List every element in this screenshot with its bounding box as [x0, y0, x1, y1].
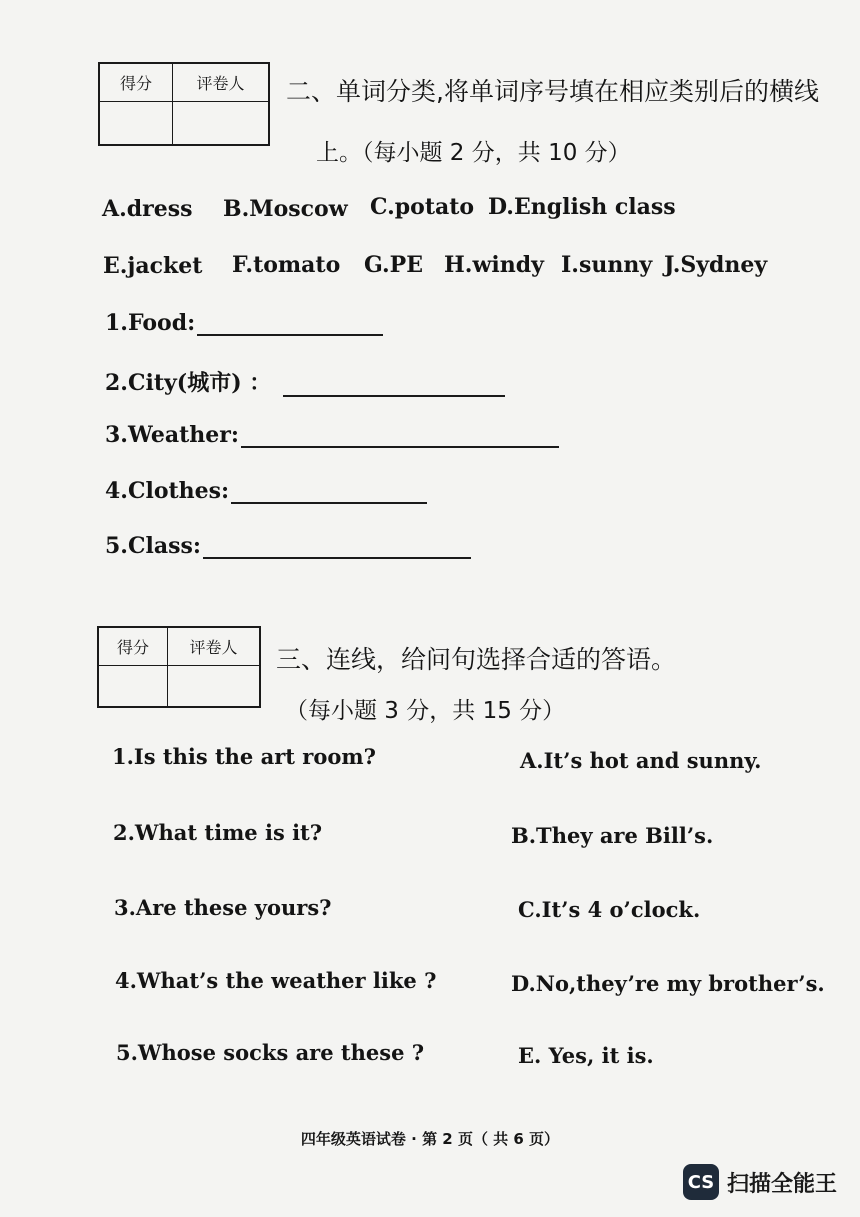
- word-e: E.jacket: [103, 253, 203, 279]
- section3-note: （每小题 3 分，共 15 分）: [285, 698, 566, 724]
- score-cell[interactable]: [98, 665, 168, 707]
- answer-line-city[interactable]: [283, 377, 505, 397]
- category-label: 5.Class:: [105, 533, 201, 559]
- score-header-grader: 评卷人: [173, 63, 270, 101]
- word-j: J.Sydney: [664, 252, 768, 278]
- section2-title: 二、单词分类,将单词序号填在相应类别后的横线: [286, 77, 819, 106]
- category-label: 1.Food:: [105, 310, 196, 336]
- category-weather: [105, 422, 559, 448]
- scanner-watermark: [683, 1164, 837, 1200]
- answer-c[interactable]: C.It’s 4 o’clock.: [518, 897, 701, 922]
- grader-cell[interactable]: [168, 665, 261, 707]
- page-footer: 四年级英语试卷 · 第 2 页（ 共 6 页）: [300, 1130, 560, 1148]
- category-label: 2.City(城市) ：: [105, 370, 272, 396]
- question-3[interactable]: 3.Are these yours?: [114, 895, 332, 920]
- word-b: B.Moscow: [223, 196, 348, 222]
- question-4[interactable]: 4.What’s the weather like ?: [115, 968, 437, 993]
- score-cell[interactable]: [99, 101, 173, 145]
- answer-b[interactable]: B.They are Bill’s.: [511, 823, 714, 848]
- watermark-text: 扫描全能王: [727, 1171, 838, 1197]
- category-clothes: [105, 478, 427, 504]
- answer-line-clothes[interactable]: [231, 484, 427, 504]
- word-h: H.windy: [444, 252, 544, 278]
- category-class: [105, 533, 471, 559]
- category-city: [105, 366, 505, 397]
- score-header-grader: 评卷人: [168, 627, 261, 665]
- question-5[interactable]: 5.Whose socks are these ?: [116, 1040, 425, 1065]
- answer-d[interactable]: D.No,they’re my brother’s.: [511, 971, 825, 996]
- score-header-score: 得分: [99, 63, 173, 101]
- word-i: I.sunny: [561, 252, 653, 278]
- question-1[interactable]: 1.Is this the art room?: [112, 744, 376, 769]
- word-g: G.PE: [364, 252, 423, 278]
- score-header-score: 得分: [98, 627, 168, 665]
- section3-title: 三、连线，给问句选择合适的答语。: [276, 645, 677, 674]
- answer-e[interactable]: E. Yes, it is.: [518, 1043, 654, 1068]
- score-table-section3: [97, 626, 261, 708]
- word-c: C.potato: [370, 194, 475, 220]
- word-a: A.dress: [102, 196, 193, 222]
- answer-line-weather[interactable]: [241, 428, 559, 448]
- camscanner-logo-icon: CS: [683, 1164, 719, 1200]
- score-table-section2: [98, 62, 270, 146]
- answer-line-food[interactable]: [197, 316, 383, 336]
- question-2[interactable]: 2.What time is it?: [113, 820, 323, 845]
- word-f: F.tomato: [232, 252, 341, 278]
- category-food: [105, 310, 383, 336]
- answer-a[interactable]: A.It’s hot and sunny.: [520, 748, 762, 773]
- category-label: 4.Clothes:: [105, 478, 230, 504]
- category-label: 3.Weather:: [105, 422, 239, 448]
- answer-line-class[interactable]: [203, 539, 471, 559]
- grader-cell[interactable]: [173, 101, 270, 145]
- word-d: D.English class: [488, 194, 676, 220]
- section2-note: 上。（每小题 2 分，共 10 分）: [316, 140, 631, 166]
